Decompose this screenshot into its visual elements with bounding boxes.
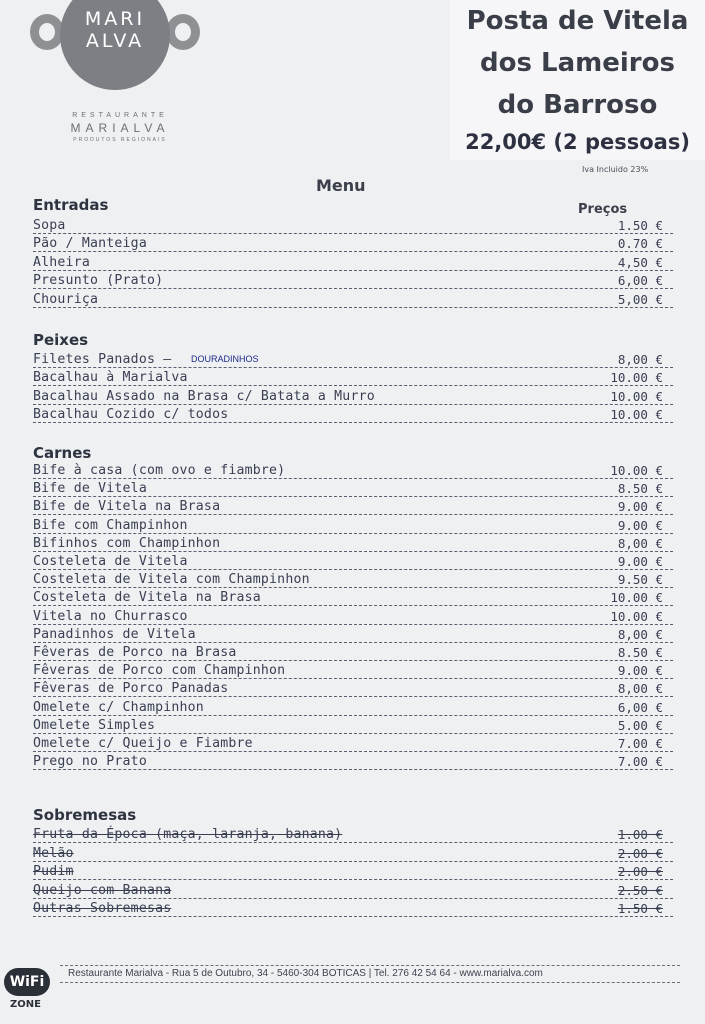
logo-line-2: ALVA	[85, 30, 145, 52]
menu-item-name: Queijo com Banana	[33, 882, 172, 898]
menu-item-row	[33, 463, 663, 481]
menu-item-row	[33, 718, 663, 736]
menu-item-row	[33, 292, 663, 310]
section-title-entradas: Entradas	[33, 196, 109, 214]
menu-item-price: 10.00 €	[610, 463, 663, 478]
dashed-leader-line	[33, 478, 673, 479]
menu-item-row	[33, 352, 663, 370]
menu-item-name: Outras Sobremesas	[33, 901, 172, 917]
menu-item-row	[33, 407, 663, 425]
menu-item-price: 9.00 €	[617, 517, 663, 533]
menu-item-row	[33, 663, 663, 681]
menu-item-row	[33, 255, 663, 273]
menu-item-row	[33, 370, 663, 388]
menu-item-row	[33, 273, 663, 291]
menu-item-name: Omelete c/ Champinhon	[33, 699, 204, 715]
menu-item-price: 8,00 €	[617, 626, 663, 642]
dashed-leader-line	[33, 422, 673, 423]
menu-item-row	[33, 827, 663, 845]
dashed-leader-line	[33, 898, 673, 899]
dashed-leader-line	[33, 496, 673, 497]
menu-item-price: 1.00 €	[617, 827, 663, 842]
dashed-leader-line	[33, 514, 673, 515]
menu-item-row	[33, 481, 663, 499]
menu-item-price: 8.50 €	[617, 645, 663, 660]
menu-item-price: 1.50 €	[617, 901, 663, 917]
dashed-leader-line	[33, 533, 673, 534]
iva-note: Iva Incluido 23%	[582, 165, 649, 174]
dashed-leader-line	[33, 733, 673, 734]
menu-item-name: Melão	[33, 845, 74, 861]
menu-item-row	[33, 554, 663, 572]
menu-item-name: Bife de Vitela	[33, 481, 147, 497]
menu-item-price: 6,00 €	[617, 699, 663, 715]
menu-item-price: 5,00 €	[617, 291, 663, 307]
menu-item-price: 8,00 €	[617, 352, 663, 367]
footer-divider-bottom	[60, 982, 680, 983]
dashed-leader-line	[33, 715, 673, 716]
menu-item-name: Costeleta de Vitela	[33, 554, 188, 569]
menu-item-row	[33, 681, 663, 699]
section-title-carnes: Carnes	[33, 444, 92, 462]
menu-item-price: 6,00 €	[617, 273, 663, 289]
menu-item-name: Presunto (Prato)	[33, 273, 164, 289]
menu-item-name: Fruta da Época (maça, laranja, banana)	[33, 827, 343, 842]
dashed-leader-line	[33, 696, 673, 697]
menu-item-price: 7.00 €	[617, 736, 663, 751]
menu-item-price: 5.00 €	[617, 717, 663, 733]
special-title-2: dos Lameiros	[480, 48, 675, 78]
menu-item-row	[33, 883, 663, 901]
dashed-leader-line	[33, 678, 673, 679]
menu-item-name: Bife de Vitela na Brasa	[33, 499, 221, 515]
dashed-leader-line	[33, 587, 673, 588]
dashed-leader-line	[33, 270, 673, 271]
menu-item-price: 8,00 €	[617, 681, 663, 697]
dashed-leader-line	[33, 251, 673, 252]
menu-item-price: 9.00 €	[617, 554, 663, 569]
logo-pot-handle-right	[166, 14, 200, 50]
menu-item-row	[33, 389, 663, 407]
menu-item-name: Bifinhos com Champinhon	[33, 535, 221, 551]
dashed-leader-line	[33, 769, 673, 770]
menu-item-name: Omelete c/ Queijo e Fiambre	[33, 736, 253, 751]
dashed-leader-line	[33, 842, 673, 843]
menu-item-price: 1.50 €	[617, 218, 663, 233]
menu-item-price: 10.00 €	[610, 608, 663, 624]
menu-item-price: 0.70 €	[617, 236, 663, 252]
menu-item-name: Prego no Prato	[33, 754, 147, 770]
menu-item-name: Fêveras de Porco na Brasa	[33, 645, 237, 660]
footer-divider-top	[60, 965, 680, 966]
dashed-leader-line	[33, 367, 673, 368]
logo-pot-handle-left	[30, 14, 64, 50]
menu-item-row	[33, 700, 663, 718]
menu-item-price: 2.00 €	[617, 864, 663, 880]
menu-item-price: 9.50 €	[617, 572, 663, 588]
menu-item-name: Sopa	[33, 218, 66, 233]
menu-item-price: 8.50 €	[617, 481, 663, 497]
dashed-leader-line	[33, 307, 673, 308]
dashed-leader-line	[33, 624, 673, 625]
handwritten-note: DOURADINHOS	[191, 354, 259, 364]
wifi-zone-label: ZONE	[10, 999, 41, 1010]
dashed-leader-line	[33, 404, 673, 405]
menu-item-price: 4,50 €	[617, 254, 663, 270]
footer-contact: Restaurante Marialva - Rua 5 de Outubro, 34 - 5460-304 BOTICAS | Tel. 276 42 54 64 - www.marialva.com	[68, 968, 543, 979]
wifi-zone-badge	[2, 968, 54, 1016]
special-offer-card	[450, 0, 705, 160]
menu-item-row	[33, 736, 663, 754]
menu-item-name: Bacalhau Cozido c/ todos	[33, 407, 229, 423]
special-price: 22,00€ (2 pessoas)	[465, 130, 690, 154]
menu-item-row	[33, 645, 663, 663]
dashed-leader-line	[33, 751, 673, 752]
menu-item-name: Bife à casa (com ovo e fiambre)	[33, 463, 286, 478]
menu-item-row	[33, 609, 663, 627]
menu-item-price: 2.00 €	[617, 845, 663, 861]
menu-item-price: 9.00 €	[617, 663, 663, 679]
section-title-sobremesas: Sobremesas	[33, 806, 137, 824]
menu-item-row	[33, 236, 663, 254]
dashed-leader-line	[33, 642, 673, 643]
prices-header: Preços	[578, 202, 628, 217]
menu-item-price: 10.00 €	[610, 388, 663, 404]
menu-item-name: Chouriça	[33, 291, 99, 307]
menu-item-name: Fêveras de Porco Panadas	[33, 681, 229, 697]
menu-item-row	[33, 627, 663, 645]
dashed-leader-line	[33, 861, 673, 862]
dashed-leader-line	[33, 233, 673, 234]
menu-item-row	[33, 901, 663, 919]
menu-item-row	[33, 499, 663, 517]
menu-item-name: Pudim	[33, 864, 74, 880]
brand-small: RESTAURANTE	[72, 112, 168, 119]
menu-title: Menu	[316, 176, 366, 195]
menu-item-name: Filetes Panados –	[33, 352, 172, 367]
menu-item-price: 10.00 €	[610, 590, 663, 606]
dashed-leader-line	[33, 551, 673, 552]
menu-item-row	[33, 846, 663, 864]
menu-item-name: Vitela no Churrasco	[33, 608, 188, 624]
menu-item-price: 8,00 €	[617, 535, 663, 551]
menu-item-row	[33, 590, 663, 608]
dashed-leader-line	[33, 879, 673, 880]
brand-name: MARIALVA	[70, 121, 170, 135]
menu-item-row	[33, 572, 663, 590]
menu-item-name: Bacalhau à Marialva	[33, 370, 188, 386]
menu-item-name: Costeleta de Vitela na Brasa	[33, 590, 261, 606]
section-title-peixes: Peixes	[33, 331, 89, 349]
dashed-leader-line	[33, 916, 673, 917]
dashed-leader-line	[33, 569, 673, 570]
brand-tagline: PRODUTOS REGIONAIS	[73, 137, 167, 143]
menu-item-name: Pão / Manteiga	[33, 236, 147, 252]
menu-item-name: Fêveras de Porco com Champinhon	[33, 663, 286, 679]
menu-item-name: Bacalhau Assado na Brasa c/ Batata a Murro	[33, 388, 375, 404]
menu-item-name: Alheira	[33, 254, 90, 270]
dashed-leader-line	[33, 660, 673, 661]
menu-item-row	[33, 754, 663, 772]
logo-line-1: MARI	[84, 8, 146, 30]
menu-item-price: 10.00 €	[610, 407, 663, 423]
menu-item-price: 2.50 €	[617, 882, 663, 898]
dashed-leader-line	[33, 605, 673, 606]
restaurant-logo	[30, 0, 200, 100]
menu-item-name: Omelete Simples	[33, 717, 156, 733]
menu-item-name: Costeleta de Vitela com Champinhon	[33, 572, 310, 588]
menu-item-price: 10.00 €	[610, 370, 663, 386]
wifi-icon: WiFi	[4, 968, 50, 996]
menu-item-price: 9.00 €	[617, 499, 663, 515]
menu-item-row	[33, 518, 663, 536]
menu-item-name: Bife com Champinhon	[33, 517, 188, 533]
special-title-1: Posta de Vitela	[466, 6, 689, 36]
menu-item-row	[33, 218, 663, 236]
special-title-3: do Barroso	[497, 90, 658, 120]
menu-item-name: Panadinhos de Vitela	[33, 626, 196, 642]
menu-item-row	[33, 864, 663, 882]
dashed-leader-line	[33, 385, 673, 386]
logo-text	[60, 8, 170, 52]
menu-item-price: 7.00 €	[617, 754, 663, 770]
dashed-leader-line	[33, 288, 673, 289]
menu-item-row	[33, 536, 663, 554]
brand-block	[40, 112, 200, 143]
